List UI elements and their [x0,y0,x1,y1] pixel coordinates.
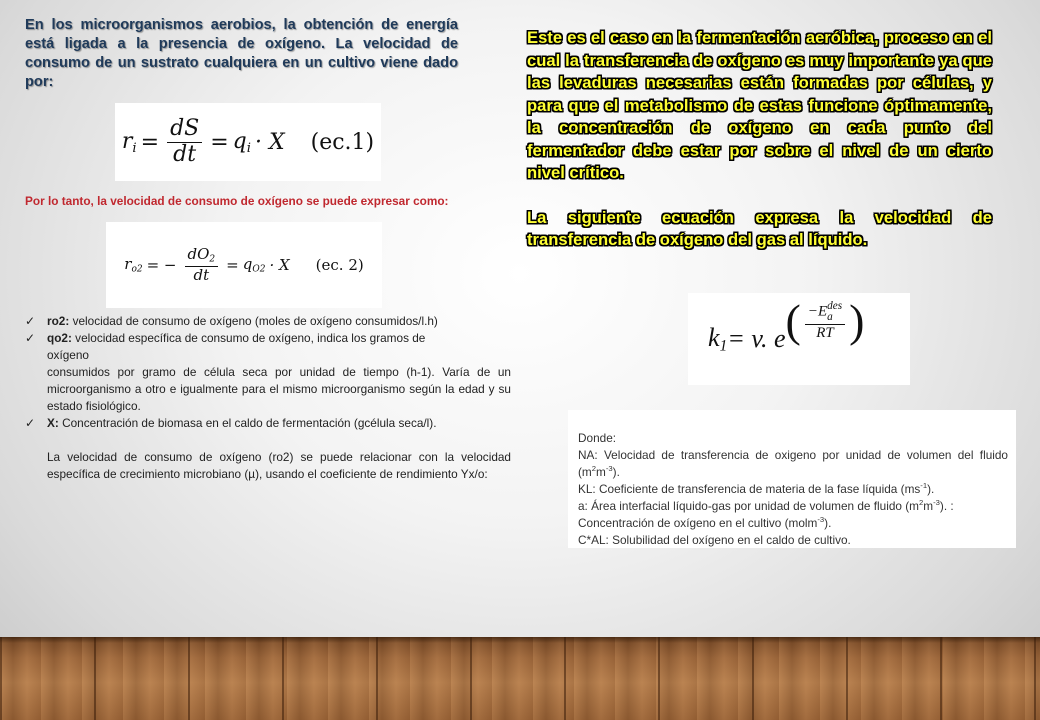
checkmark-icon: ✓ [25,331,36,345]
oxygen-rate-note: Por lo tanto, la velocidad de consumo de oxígeno se puede expresar como: [25,194,449,208]
equation-3: $k_1$ = v. e ( −E des a RT ) [688,293,910,385]
equation-1-label: (ec.1) [310,129,375,155]
donde-a: a: Área interfacial líquido-gas por unidad de volumen de fluido $(m^2m^{-3})$. : [578,498,954,513]
highlight-paragraph-1: Este es el caso en la fermentación aeróbica, proceso en el cual la transferencia de oxígeno es muy importante ya que las levaduras necesarias están formadas por células, y para que el metabolismo de estas funcione óptimamente, la concentración de oxígeno en cada punto del fermentador debe estar por sobre el nivel de un cierto nivel crítico. [527,28,992,182]
definitions-list [25,313,511,483]
equation-2: $r_{o2}$ = − $\frac{dO_2}{dt}$ = $q_{O2}$ · X (ec. 2) [106,222,382,308]
definition-continuation-word: oxígeno [47,348,89,362]
checkmark-icon: ✓ [25,416,36,430]
list-item: ✓ ro2: velocidad de consumo de oxígeno (moles de oxígeno consumidos/l.h) [25,314,438,328]
donde-definitions-box [568,410,1016,548]
list-item: ✓ X: Concentración de biomasa en el caldo de fermentación (gcélula seca/l). [25,416,437,430]
highlight-paragraph-2: La siguiente ecuación expresa la velocidad de transferencia de oxígeno del gas al líquido. [527,207,992,249]
definition-continuation: consumidos por gramo de célula seca por unidad de tiempo (h-1). Varía de un microorganismo a otro e igualmente para el mismo microorganismo según la edad y su estado fisiológico. [47,365,511,413]
equation-2-label: (ec. 2) [315,255,364,274]
donde-cal: C*AL: Solubilidad del oxígeno en el caldo de cultivo. [578,533,851,547]
wood-floor-decoration [0,637,1040,720]
donde-title: Donde: [578,431,617,445]
donde-concentracion: Concentración de oxígeno en el cultivo (molm$^{-3}$). [578,515,832,530]
intro-paragraph: En los microorganismos aerobios, la obtención de energía está ligada a la presencia de oxígeno. La velocidad de consumo de un sustrato cualquiera en un cultivo viene dado por: [25,17,458,90]
equation-1: $r_i$ = $\frac{dS}{dt}$ = $q_i$ · X (ec.1) [115,103,381,181]
yield-coefficient-paragraph: La velocidad de consumo de oxígeno (ro2) se puede relacionar con la velocidad específica de crecimiento microbiano (µ), usando el coeficiente de rendimiento Yx/o: [47,450,511,481]
donde-na: NA: Velocidad de transferencia de oxigeno por unidad de volumen del fluido $(m^2m^{-3})$. [578,448,1008,479]
checkmark-icon: ✓ [25,314,36,328]
donde-kl: KL: Coeficiente de transferencia de materia de la fase líquida $(ms^{-1})$. [578,481,935,496]
list-item: ✓ qo2: velocidad específica de consumo de oxígeno, indica los gramos de [25,331,426,345]
highlight-text [527,27,992,252]
